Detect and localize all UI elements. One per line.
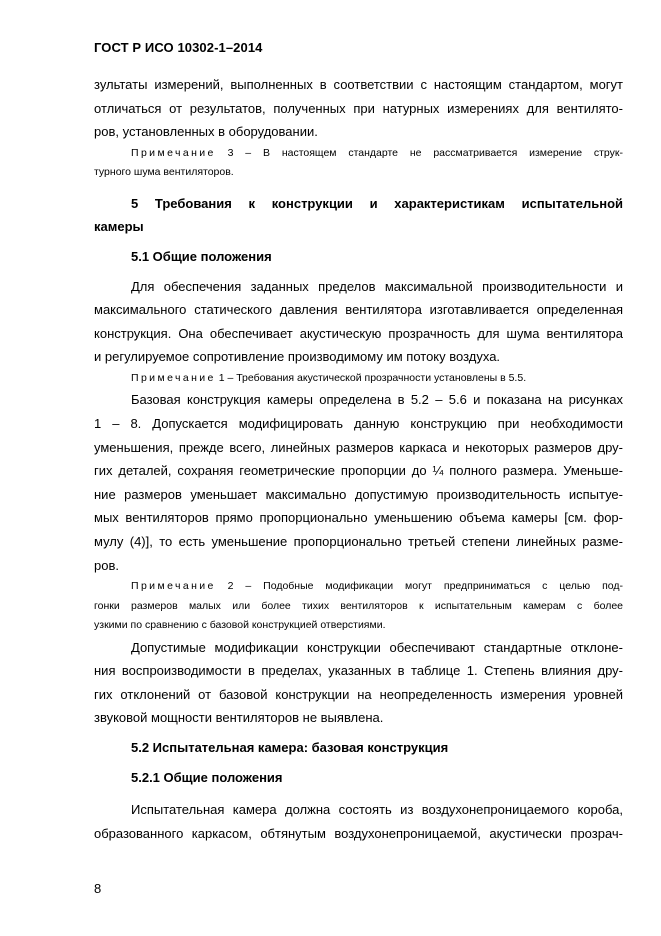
note-label: Примечание [131,371,216,384]
paragraph-line: гих деталей, сохраняя геометрические пропорции до ¼ полного размера. Уменьше- [94,463,623,479]
section-heading-5-2: 5.2 Испытательная камера: базовая конструкция [131,740,449,756]
section-heading-5-cont: камеры [94,219,144,235]
section-heading-5-2-1: 5.2.1 Общие положения [131,769,283,785]
note-line [94,369,623,389]
paragraph-line: ния воспроизводимости в пределах, указанных в таблице 1. Степень влияния дру- [94,663,623,679]
note-line: узкими по сравнению с базовой конструкцией отверстиями. [94,619,386,632]
paragraph-line: зультаты измерений, выполненных в соответствии с настоящим стандартом, могут [94,77,623,92]
paragraph-line: Для обеспечения заданных пределов максимальной производительности и [131,278,623,294]
paragraph-line: максимального статического давления вентилятора изготавливается определенная [94,302,623,318]
section-heading-5-1: 5.1 Общие положения [131,248,272,264]
note-line [94,144,623,164]
paragraph-line: Допустимые модификации конструкции обеспечивают стандартные отклоне- [131,639,623,655]
note-line [94,577,623,597]
document-header: ГОСТ Р ИСО 10302-1–2014 [94,40,263,55]
paragraph-line: ров. [94,557,119,573]
note-line: гонки размеров малых или более тихих вентиляторов к испытательным камерам с более [94,599,623,612]
paragraph-line: мых вентиляторов прямо пропорционально уменьшению объема камеры [см. фор- [94,510,623,526]
paragraph-line: мулу (4)], то есть уменьшение пропорционально третьей степени линейных разме- [94,534,623,549]
paragraph-line: ние размеров уменьшает максимально допустимую производительность испытуе- [94,486,623,502]
note-text: 1 – Требования акустической прозрачности установлены в 5.5. [215,371,527,384]
paragraph-line: уменьшения, прежде всего, линейных размеров каркаса и некоторых размеров дру- [94,439,623,455]
paragraph-line: Испытательная камера должна состоять из воздухонепроницаемого короба, [131,802,623,818]
paragraph-line: 1 – 8. Допускается модифицировать данную конструкцию при необходимости [94,416,623,432]
paragraph-line: образованного каркасом, обтянутым воздухонепроницаемой, акустически прозрач- [94,825,623,841]
paragraph-line: отличаться от результатов, полученных при натурных измерениях для вентилято- [94,100,623,116]
paragraph-line: и регулируемое сопротивление производимому им потоку воздуха. [94,349,501,365]
paragraph-line: звуковой мощности вентиляторов не выявлена. [94,710,384,726]
paragraph-line: Базовая конструкция камеры определена в 5.2 – 5.6 и показана на рисунках [131,392,623,408]
note-label: Примечание [131,580,216,593]
note-label: Примечание [131,146,216,159]
note-line: турного шума вентиляторов. [94,166,234,179]
page-number: 8 [94,881,102,896]
note-text: 2 – Подобные модификации могут предприниматься с целью под- [215,580,623,593]
paragraph-line: гих отклонений от базовой конструкции на неопределенность измерения уровней [94,686,623,702]
document-body [94,73,623,845]
note-text: 3 – В настоящем стандарте не рассматривается измерение струк- [215,146,623,159]
section-heading-5: 5 Требования к конструкции и характеристикам испытательной [131,195,623,211]
paragraph-line: ров, установленных в оборудовании. [94,124,318,140]
paragraph-line: конструкция. Она обеспечивает акустическую прозрачность для шума вентилятора [94,325,623,341]
